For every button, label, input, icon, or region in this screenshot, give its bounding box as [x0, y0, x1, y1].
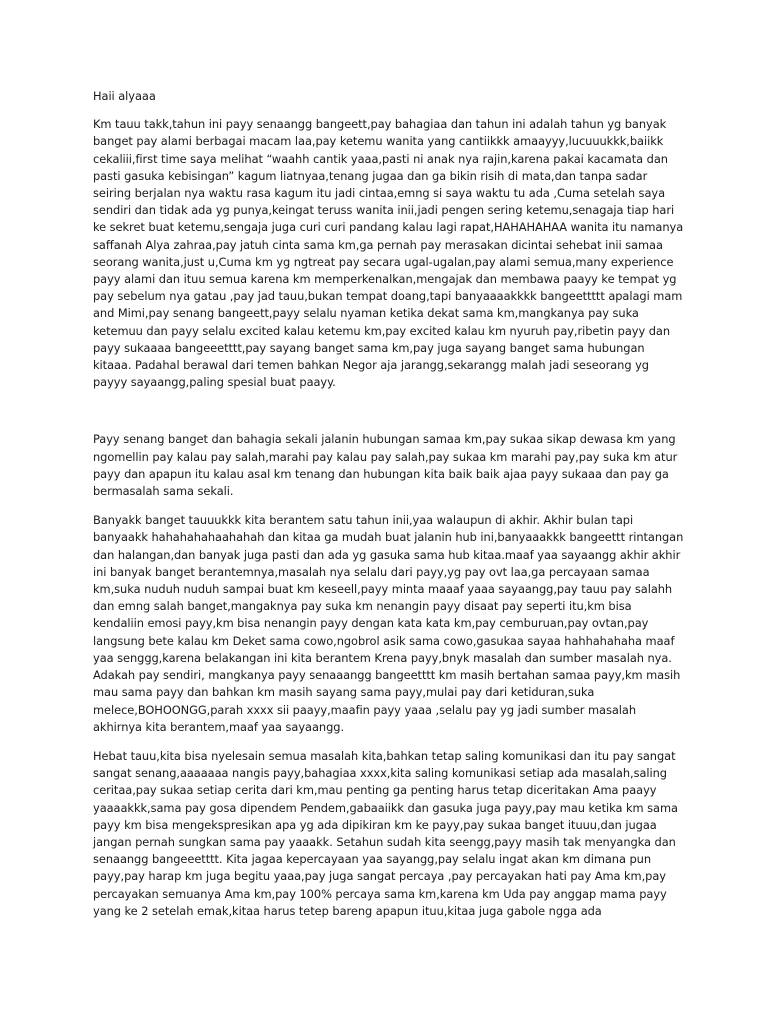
paragraph-spacer: [93, 500, 685, 512]
paragraph-spacer: [93, 391, 685, 431]
letter-paragraph-3: Banyakk banget tauuukkk kita berantem satu tahun inii,yaa walaupun di akhir. Akhir bulan tapi banyaakk hahahahahaahahah dan kitaa ga mudah buat jalanin hub ini,banyaaakkk bangeettt rintangan dan halangan,dan banyak juga pasti dan ada yg gasuka sama hub kitaa.maaf yaa sayaangg akhir akhir ini banyak banget berantemnya,masalah nya selalu dari payy,yg pay ovt laa,ga percayaan samaa km,suka nuduh nuduh sampai buat km keseell,payy minta maaaf yaaa sayaangg,pay tauu pay salahh dan emng salah banget,mangaknya pay suka km nenangin payy disaat pay seperti itu,km bisa kendaliin emosi payy,km bisa nenangin payy dengan kata kata km,pay cemburuan,pay ovtan,pay langsung bete kalau km Deket sama cowo,ngobrol asik sama cowo,gasukaa sayaa hahhahahaha maaf yaa senggg,karena belakangan ini kita berantem Krena payy,bnyk masalah dan sumber masalah nya. Adakah pay sendiri, mangkanya payy senaaangg bangeetttt km masih bertahan samaa payy,km masih mau sama payy dan bahkan km masih sayang sama payy,mulai pay dari ketiduran,suka melece,BOHOONGG,parah xxxx sii paayy,maafin payy yaaa ,selalu pay yg jadi sumber masalah akhirnya kita berantem,maaf yaa sayaangg.: [93, 513, 684, 734]
paragraph-spacer: [93, 736, 685, 748]
letter-greeting: Haii alyaaa: [93, 89, 156, 103]
letter-paragraph-2: Payy senang banget dan bahagia sekali jalanin hubungan samaa km,pay sukaa sikap dewasa km yang ngomellin pay kalau pay salah,marahi pay kalau pay salah,pay sukaa km marahi pay,pay suka km atur payy dan apapun itu kalau asal km tenang dan hubungan kita baik baik ajaa payy sukaaa dan pay ga bermasalah sama sekali.: [93, 432, 678, 499]
letter-paragraph-1: Km tauu takk,tahun ini payy senaangg bangeett,pay bahagiaa dan tahun ini adalah tahun yg banyak banget pay alami berbagai macam laa,pay ketemu wanita yang cantiikkk amaayyy,lucuuukkk,baiikk cekaliii,first time saya melihat “waahh cantik yaaa,pasti ni anak nya rajin,karena pakai kacamata dan pasti gasuka kebisingan” kagum liatnyaa,tenang jugaa dan ga bikin risih di mata,dan tanpa sadar seiring berjalan nya waktu rasa kagum itu jadi cintaa,emng si saya waktu tu ada ,Cuma setelah saya sendiri dan tidak ada yg punya,keingat teruss wanita inii,jadi pengen sering ketemu,senagaja tiap hari ke sekret buat ketemu,sengaja juga curi curi pandang kalau lagi rapat,HAHAHAHAA wanita itu namanya saffanah Alya zahraa,pay jatuh cinta sama km,ga pernah pay merasakan dicintai sehebat inii samaa seorang wanita,just u,Cuma km yg ngtreat pay secara ugal-ugalan,pay alami semua,many experience payy alami dan ituu semua karena km memperkenalkan,mengajak dan membawa paayy ke tempat yg pay sebelum nya gatau ,pay jad tauu,bukan tempat doang,tapi banyaaaakkkk bangeettttt apalagi mam and Mimi,pay senang bangeett,payy selalu nyaman ketika dekat sama km,mangkanya pay suka ketemuu dan payy selalu excited kalau ketemu km,pay excited kalau km nyuruh pay,ribetin payy dan payy sukaaaa bangeeetttt,pay sayang banget sama km,pay juga sayang banget sama hubungan kitaaa. Padahal berawal dari temen bahkan Negor aja jarangg,sekarangg malah jadi seseorang yg payyy sayaangg,paling spesial buat paayy.: [93, 117, 684, 390]
letter-page: [93, 88, 685, 920]
letter-paragraph-4: Hebat tauu,kita bisa nyelesain semua masalah kita,bahkan tetap saling komunikasi dan itu pay sangat sangat senang,aaaaaaa nangis payy,bahagiaa xxxx,kita saling komunikasi setiap ada masalah,saling ceritaa,pay sukaa setiap cerita dari km,mau penting ga penting harus tetap diceritakan Ama paayy yaaaakkk,sama pay gosa dipendem Pendem,gabaaiikk dan gasuka juga payy,pay mau ketika km sama payy km bisa mengekspresikan apa yg ada dipikiran km ke payy,pay sukaa banget ituuu,dan jugaa jangan pernah sungkan sama pay yaaakk. Setahun sudah kita seengg,payy masih tak menyangka dan senaangg bangeeetttt. Kita jagaa kepercayaan yaa sayangg,pay selalu ingat akan km dimana pun payy,pay harap km juga begitu yaaa,pay juga sangat percaya ,pay percayakan hati pay Ama km,pay percayakan semuanya Ama km,pay 100% percaya sama km,karena km Uda pay anggap mama payy yang ke 2 setelah emak,kitaa harus tetep bareng apapun ituu,kitaa juga gabole ngga ada: [93, 748, 678, 918]
